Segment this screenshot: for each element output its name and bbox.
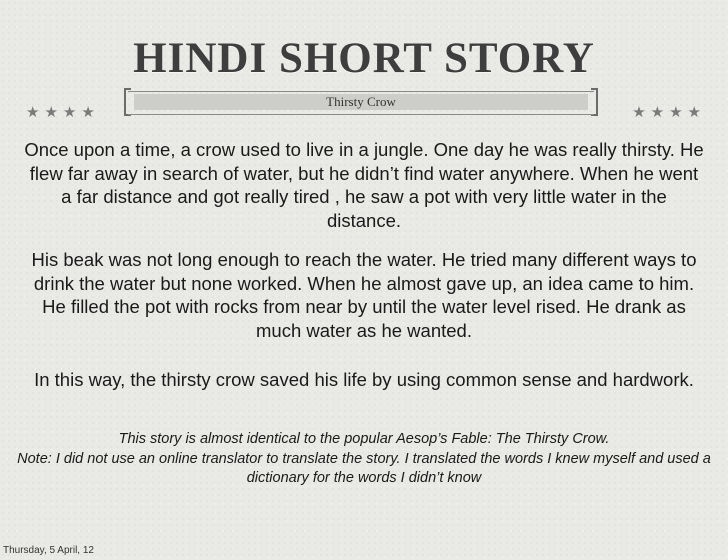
decorative-stars-left: ★★★★ (26, 104, 100, 121)
note-line-1: This story is almost identical to the popular Aesop’s Fable: The Thirsty Crow. (118, 431, 610, 447)
story-paragraph-2: His beak was not long enough to reach the water. He tried many different ways to drink the water but none worked. When he almost gave up, an idea came to him. He filled the pot with rocks from near by until the water level rised. He drank as much water as he wanted. (31, 249, 697, 341)
subtitle-ribbon (124, 88, 598, 116)
slide-title: HINDI SHORT STORY (133, 35, 595, 82)
story-paragraph-3: In this way, the thirsty crow saved his life by using common sense and hardwork. (34, 369, 694, 390)
translation-note (14, 430, 714, 489)
note-line-2: Note: I did not use an online translator to translate the story. I translated the words I knew myself and used a dictionary for the words I didn’t know (17, 450, 711, 486)
story-paragraph-1: Once upon a time, a crow used to live in a jungle. One day he was really thirsty. He flew far away in search of water, but he didn’t find water anywhere. When he went a far distance and got really tired , he saw a pot with very little water in the distance. (24, 139, 704, 231)
slide-subtitle: Thirsty Crow (326, 94, 396, 109)
decorative-stars-right: ★★★★ (632, 104, 706, 121)
footer-date: Thursday, 5 April, 12 (3, 545, 94, 556)
